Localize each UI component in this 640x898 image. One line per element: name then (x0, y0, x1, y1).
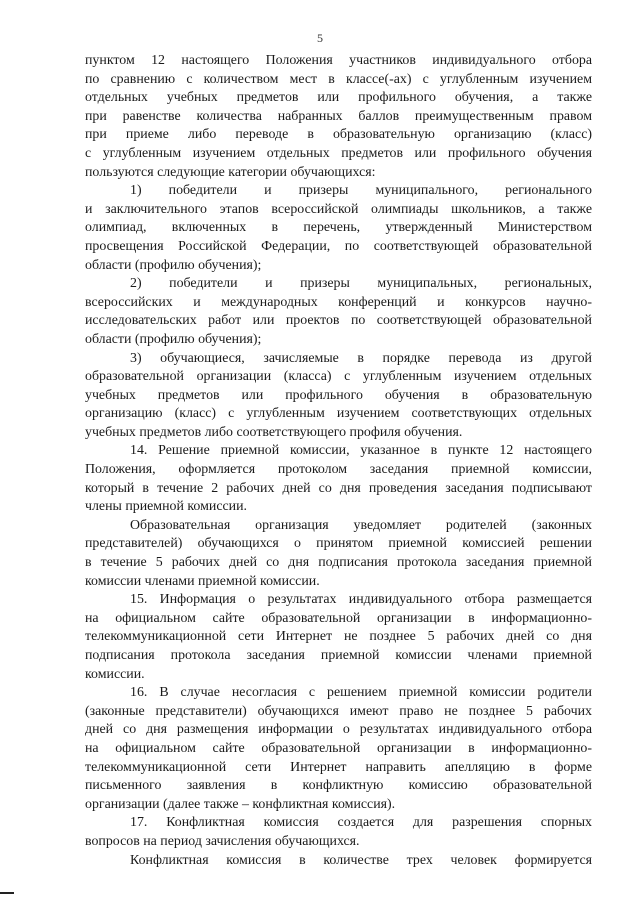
text-line: Положения, оформляется протоколом заседания приемной комиссии, (85, 462, 592, 478)
text-line: с углубленным изучением отдельных предметов или профильного обучения (85, 145, 592, 161)
text-line: учебных предметов либо соответствующего профиля обучения. (85, 424, 463, 440)
text-line: всероссийских и международных конференций и конкурсов научно- (85, 294, 592, 310)
text-line: представителей) обучающихся о принятом приемной комиссией решении (85, 536, 592, 552)
text-line: и заключительного этапов всероссийской олимпиады школьников, а также (85, 201, 592, 217)
text-line: 2) победители и призеры муниципальных, региональных, (130, 276, 592, 292)
text-line: 17. Конфликтная комиссия создается для разрешения спорных (130, 815, 592, 831)
text-line: 16. В случае несогласия с решением приемной комиссии родители (130, 685, 592, 701)
text-line: 3) обучающиеся, зачисляемые в порядке перевода из другой (130, 350, 592, 366)
text-line: образовательной организации (класса) с углубленным изучением отдельных (85, 369, 592, 385)
text-line: вопросов на период зачисления обучающихся. (85, 833, 360, 849)
text-line: члены приемной комиссии. (85, 499, 247, 515)
text-line: телекоммуникационной сети Интернет не позднее 5 рабочих дней со дня (85, 629, 592, 645)
page-number: 5 (317, 31, 323, 45)
text-line: 14. Решение приемной комиссии, указанное в пункте 12 настоящего (130, 443, 592, 459)
text-line: при приеме либо переводе в образовательную организацию (класс) (85, 127, 592, 143)
text-line: Образовательная организация уведомляет родителей (законных (130, 517, 592, 533)
text-line: дней со дня размещения информации о результатах индивидуального отбора (85, 722, 592, 738)
text-line: Конфликтная комиссия в количестве трех человек формируется (130, 852, 592, 868)
text-line: просвещения Российской Федерации, по соответствующей образовательной (85, 238, 592, 254)
text-line: (законные представители) обучающихся имеют право не позднее 5 рабочих (85, 703, 592, 719)
text-line: в течение 5 рабочих дней со дня подписания протокола заседания приемной (85, 555, 592, 571)
text-line: отдельных учебных предметов или профильного обучения, а также (85, 90, 592, 106)
document-body (85, 52, 592, 870)
text-line: 1) победители и призеры муниципального, регионального (130, 183, 592, 199)
text-line: организации (далее также – конфликтная комиссия). (85, 796, 396, 812)
text-line: пользуются следующие категории обучающихся: (85, 164, 376, 180)
text-line: подписания протокола заседания приемной комиссии членами приемной (85, 648, 592, 663)
text-line: исследовательских работ или проектов по соответствующей образовательной (85, 313, 592, 329)
text-line: комиссии членами приемной комиссии. (85, 573, 320, 589)
text-line: области (профилю обучения); (85, 331, 262, 347)
margin-mark (0, 892, 14, 894)
text-line: на официальном сайте образовательной организации в информационно- (85, 740, 592, 756)
text-line: телекоммуникационной сети Интернет направить апелляцию в форме (85, 759, 592, 775)
text-line: при равенстве количества набранных баллов преимущественным правом (85, 108, 592, 124)
text-line: олимпиад, включенных в перечень, утвержденный Министерством (85, 220, 592, 236)
text-line: на официальном сайте образовательной организации в информационно- (85, 610, 592, 626)
text-line: по сравнению с количеством мест в классе(-ах) с углубленным изучением (85, 71, 592, 87)
text-line: области (профилю обучения); (85, 257, 262, 273)
text-line: письменного заявления в конфликтную комиссию образовательной (85, 778, 592, 794)
text-line: который в течение 2 рабочих дней со дня проведения заседания подписывают (85, 480, 592, 496)
text-line: учебных предметов или профильного обучения в образовательную (85, 387, 592, 403)
text-line: организацию (класс) с углубленным изучением соответствующих отдельных (85, 406, 592, 422)
text-line: комиссии. (85, 666, 145, 682)
text-line: пунктом 12 настоящего Положения участников индивидуального отбора (85, 53, 592, 68)
text-line: 15. Информация о результатах индивидуального отбора размещается (130, 592, 592, 608)
